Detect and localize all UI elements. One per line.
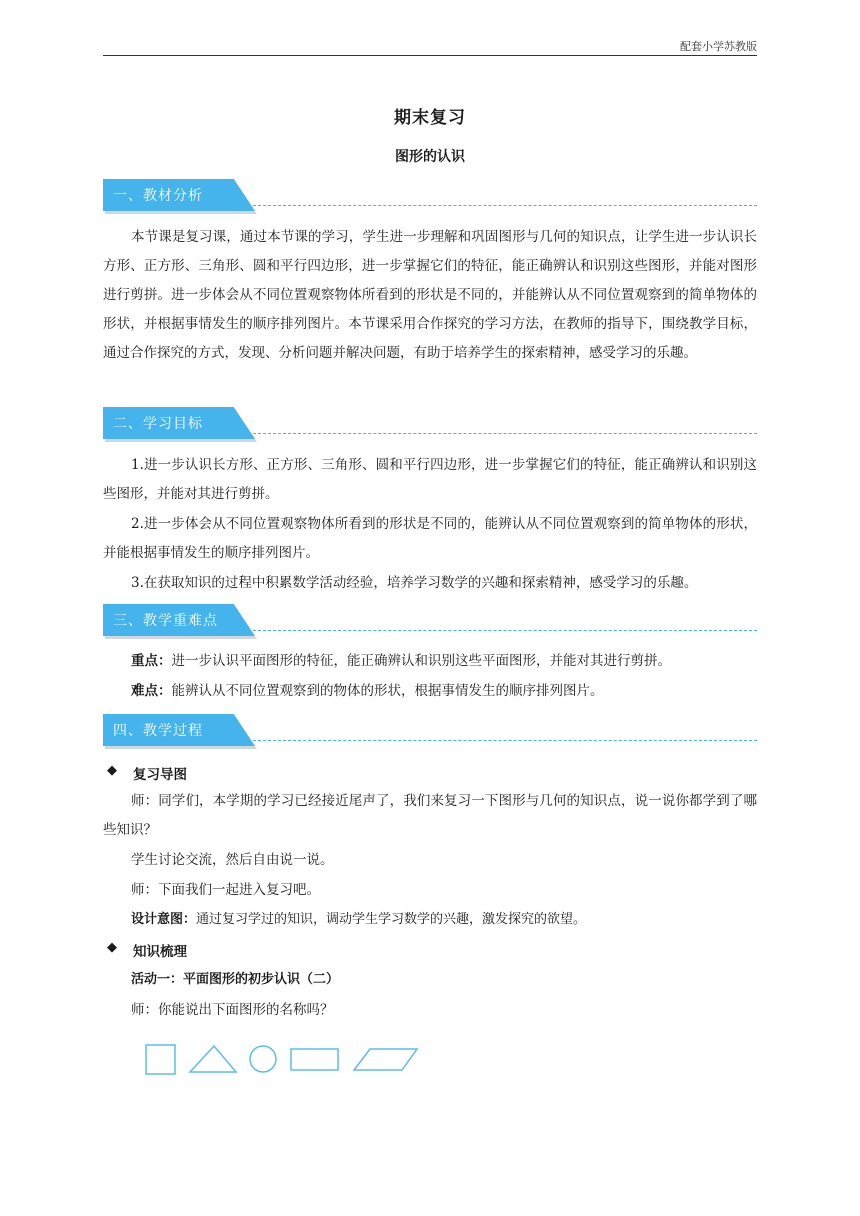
design-intent-label: 设计意图： <box>131 912 197 927</box>
circle-icon <box>250 1046 276 1072</box>
design-intent-text: 通过复习学过的知识，调动学生学习数学的兴趣，激发探究的欲望。 <box>196 912 587 927</box>
bullet-diamond-icon: ◆ <box>107 940 117 955</box>
section-label: 二、学习目标 <box>113 416 203 432</box>
parallelogram-icon <box>354 1049 417 1070</box>
edition-label: 配套小学苏教版 <box>680 40 757 53</box>
header-rule <box>103 55 757 56</box>
shapes-figure <box>140 1040 430 1080</box>
bullet-diamond-icon: ◆ <box>107 763 117 778</box>
activity-title: 活动一：平面图形的初步认识（二） <box>131 972 340 987</box>
review-title: 复习导图 <box>133 767 187 783</box>
teacher-question: 师：你能说出下面图形的名称吗？ <box>131 1002 334 1018</box>
objective-1: 1.进一步认识长方形、正方形、三角形、圆和平行四边形，进一步掌握它们的特征，能正确辨认和识别这些图形，并能对其进行剪拼。 <box>103 457 757 502</box>
rectangle-icon <box>291 1049 338 1070</box>
design-intent-line <box>131 910 586 930</box>
section-divider <box>253 630 757 631</box>
section-label: 一、教材分析 <box>113 188 203 204</box>
teacher-next: 师：下面我们一起进入复习吧。 <box>131 882 320 898</box>
objective-2: 2.进一步体会从不同位置观察物体所看到的形状是不同的，能辨认从不同位置观察到的简单物体的形状，并能根据事情发生的顺序排列图片。 <box>103 516 757 561</box>
knowledge-title: 知识梳理 <box>133 944 187 960</box>
section-header-key-points <box>103 604 757 638</box>
triangle-icon <box>190 1046 236 1072</box>
section-header-objectives <box>103 407 757 441</box>
difficult-point-text: 能辨认从不同位置观察到的物体的形状，根据事情发生的顺序排列图片。 <box>171 683 604 699</box>
section-divider <box>253 433 757 434</box>
section-header-analysis <box>103 179 757 213</box>
section-label: 四、教学过程 <box>113 723 203 739</box>
student-discuss: 学生讨论交流，然后自由说一说。 <box>131 852 334 868</box>
key-point-text: 进一步认识平面图形的特征，能正确辨认和识别这些平面图形，并能对其进行剪拼。 <box>171 653 671 669</box>
section-header-process <box>103 714 757 748</box>
analysis-paragraph: 本节课是复习课，通过本节课的学习，学生进一步理解和巩固图形与几何的知识点，让学生进一步认识长方形、正方形、三角形、圆和平行四边形，进一步掌握它们的特征，能正确辨认和识别这些图形，并能对图形进行剪拼。进一步体会从不同位置观察物体所看到的形状是不同的，并能辨认从不同位置观察到的简单物体的形状，并根据事情发生的顺序排列图片。本节课采用合作探究的学习方法，在教师的指导下，围绕教学目标，通过合作探究的方式，发现、分析问题并解决问题，有助于培养学生的探索精神，感受学习的乐趣。 <box>103 229 757 361</box>
section-label: 三、教学重难点 <box>113 613 218 629</box>
teacher-intro: 师：同学们，本学期的学习已经接近尾声了，我们来复习一下图形与几何的知识点，说一说你都学到了哪些知识？ <box>103 793 757 838</box>
section-divider <box>253 740 757 741</box>
difficult-point-line <box>131 681 604 701</box>
page-title: 期末复习 <box>394 108 466 128</box>
key-point-line <box>131 651 671 671</box>
section-divider <box>253 205 757 206</box>
objective-3: 3.在获取知识的过程中积累数学活动经验，培养学习数学的兴趣和探索精神，感受学习的乐趣。 <box>131 575 698 591</box>
page-subtitle: 图形的认识 <box>395 149 465 165</box>
difficult-point-label: 难点： <box>131 683 172 699</box>
square-icon <box>146 1045 175 1074</box>
key-point-label: 重点： <box>131 653 172 669</box>
